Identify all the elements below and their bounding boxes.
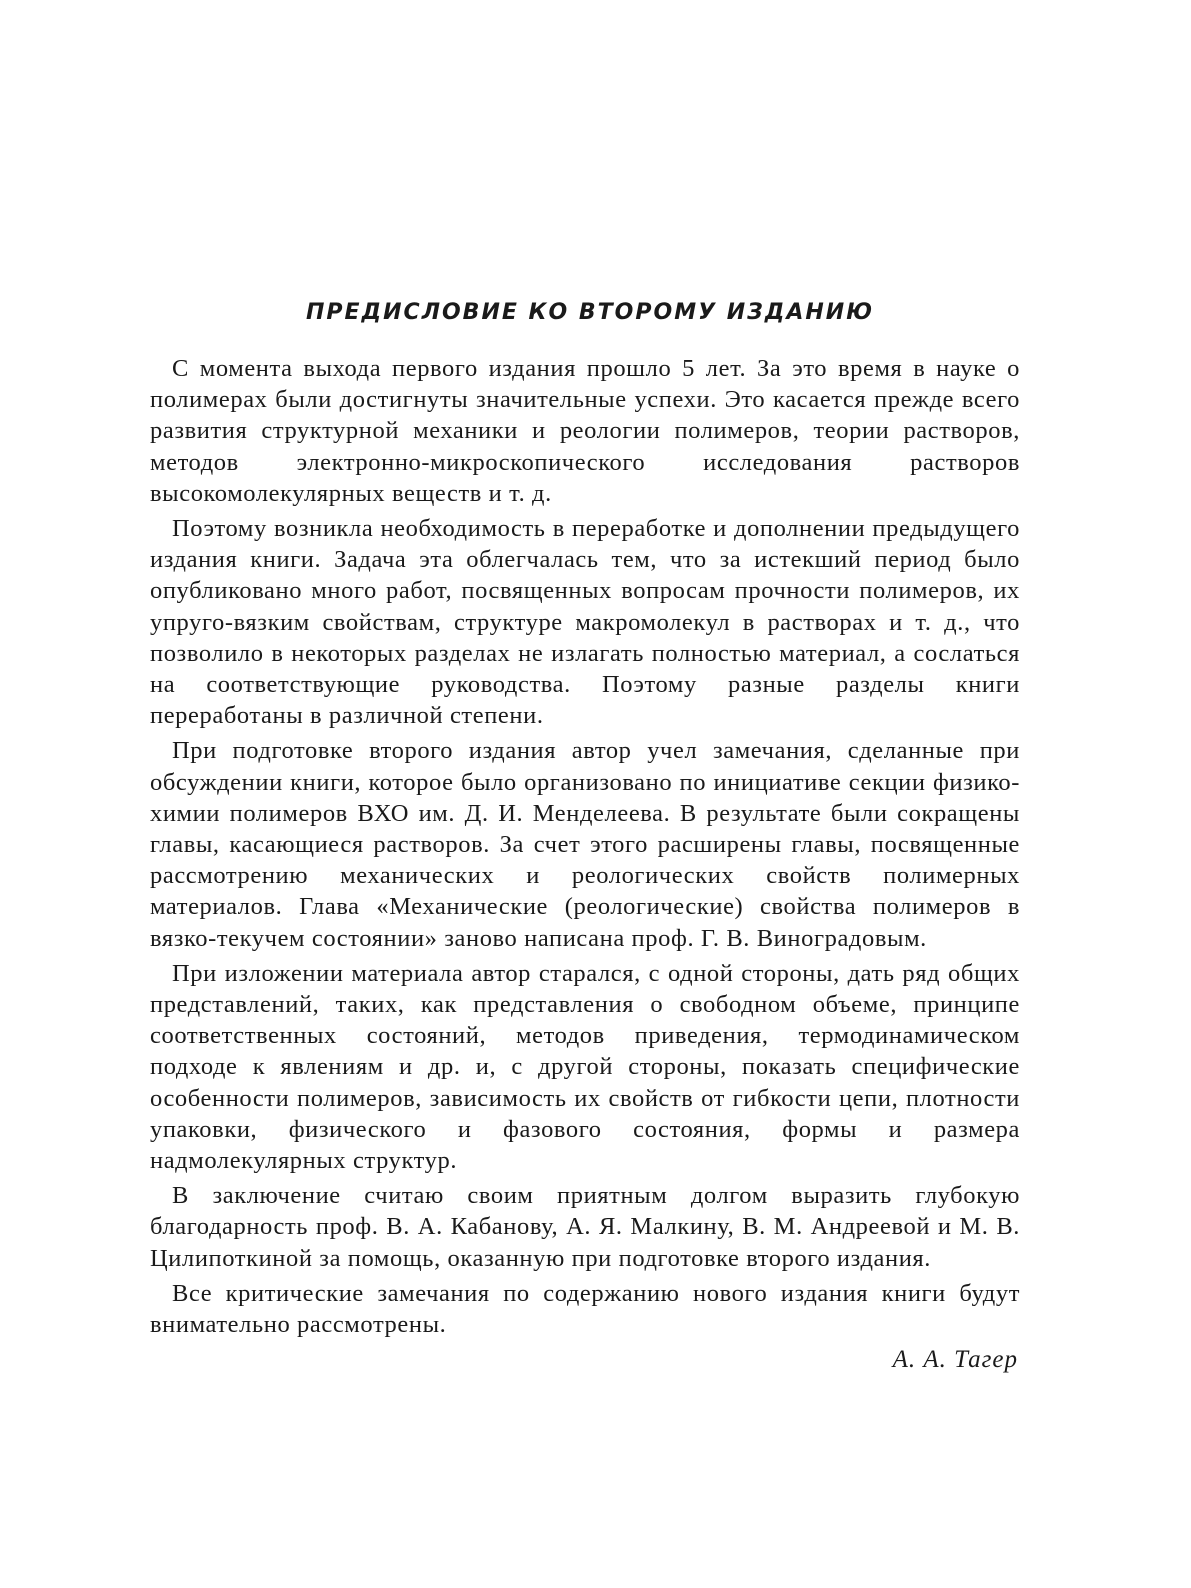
preface-body — [150, 353, 1020, 1340]
preface-paragraph-6: Все критические замечания по содержанию нового издания книги будут внимательно рассмотрены. — [150, 1279, 1020, 1339]
preface-paragraph-1: С момента выхода первого издания прошло 5 лет. За это время в науке о полимерах были достигнуты значительные успехи. Это касается прежде всего развития структурной механики и реологии полимеров, теории растворов, методов электронно-микроскопического исследования растворов высокомолекулярных веществ и т. д. — [150, 355, 1020, 507]
preface-heading: ПРЕДИСЛОВИЕ КО ВТОРОМУ ИЗДАНИЮ — [305, 300, 875, 325]
preface-paragraph-3: При подготовке второго издания автор учел замечания, сделанные при обсуждении книги, которое было организовано по инициативе секции физико-химии полимеров ВХО им. Д. И. Менделеева. В результате были сокращены главы, касающиеся растворов. За счет этого расширены главы, посвященные рассмотрению механических и реологических свойств полимерных материалов. Глава «Механические (реологические) свойства полимеров в вязко-текучем состоянии» заново написана проф. Г. В. Виноградовым. — [150, 737, 1020, 952]
preface-paragraph-4: При изложении материала автор старался, с одной стороны, дать ряд общих представлений, таких, как представления о свободном объеме, принципе соответственных состояний, методов приведения, термодинамическом подходе к явлениям и др. и, с другой стороны, показать специфические особенности полимеров, зависимость их свойств от гибкости цепи, плотности упаковки, физического и фазового состояния, формы и размера надмолекулярных структур. — [150, 959, 1020, 1175]
author-signature: А. А. Тагер — [892, 1346, 1018, 1374]
preface-page — [150, 300, 1020, 1374]
preface-paragraph-2: Поэтому возникла необходимость в переработке и дополнении предыдущего издания книги. Задача эта облегчалась тем, что за истекший период было опубликовано много работ, посвященных вопросам прочности полимеров, их упруго-вязким свойствам, структуре макромолекул в растворах и т. д., что позволило в некоторых разделах не излагать полностью материал, а сослаться на соответствующие руководства. Поэтому разные разделы книги переработаны в различной степени. — [150, 515, 1020, 730]
preface-paragraph-5: В заключение считаю своим приятным долгом выразить глубокую благодарность проф. В. А. Кабанову, А. Я. Малкину, В. М. Андреевой и М. В. Цилипоткиной за помощь, оказанную при подготовке второго издания. — [150, 1182, 1020, 1272]
